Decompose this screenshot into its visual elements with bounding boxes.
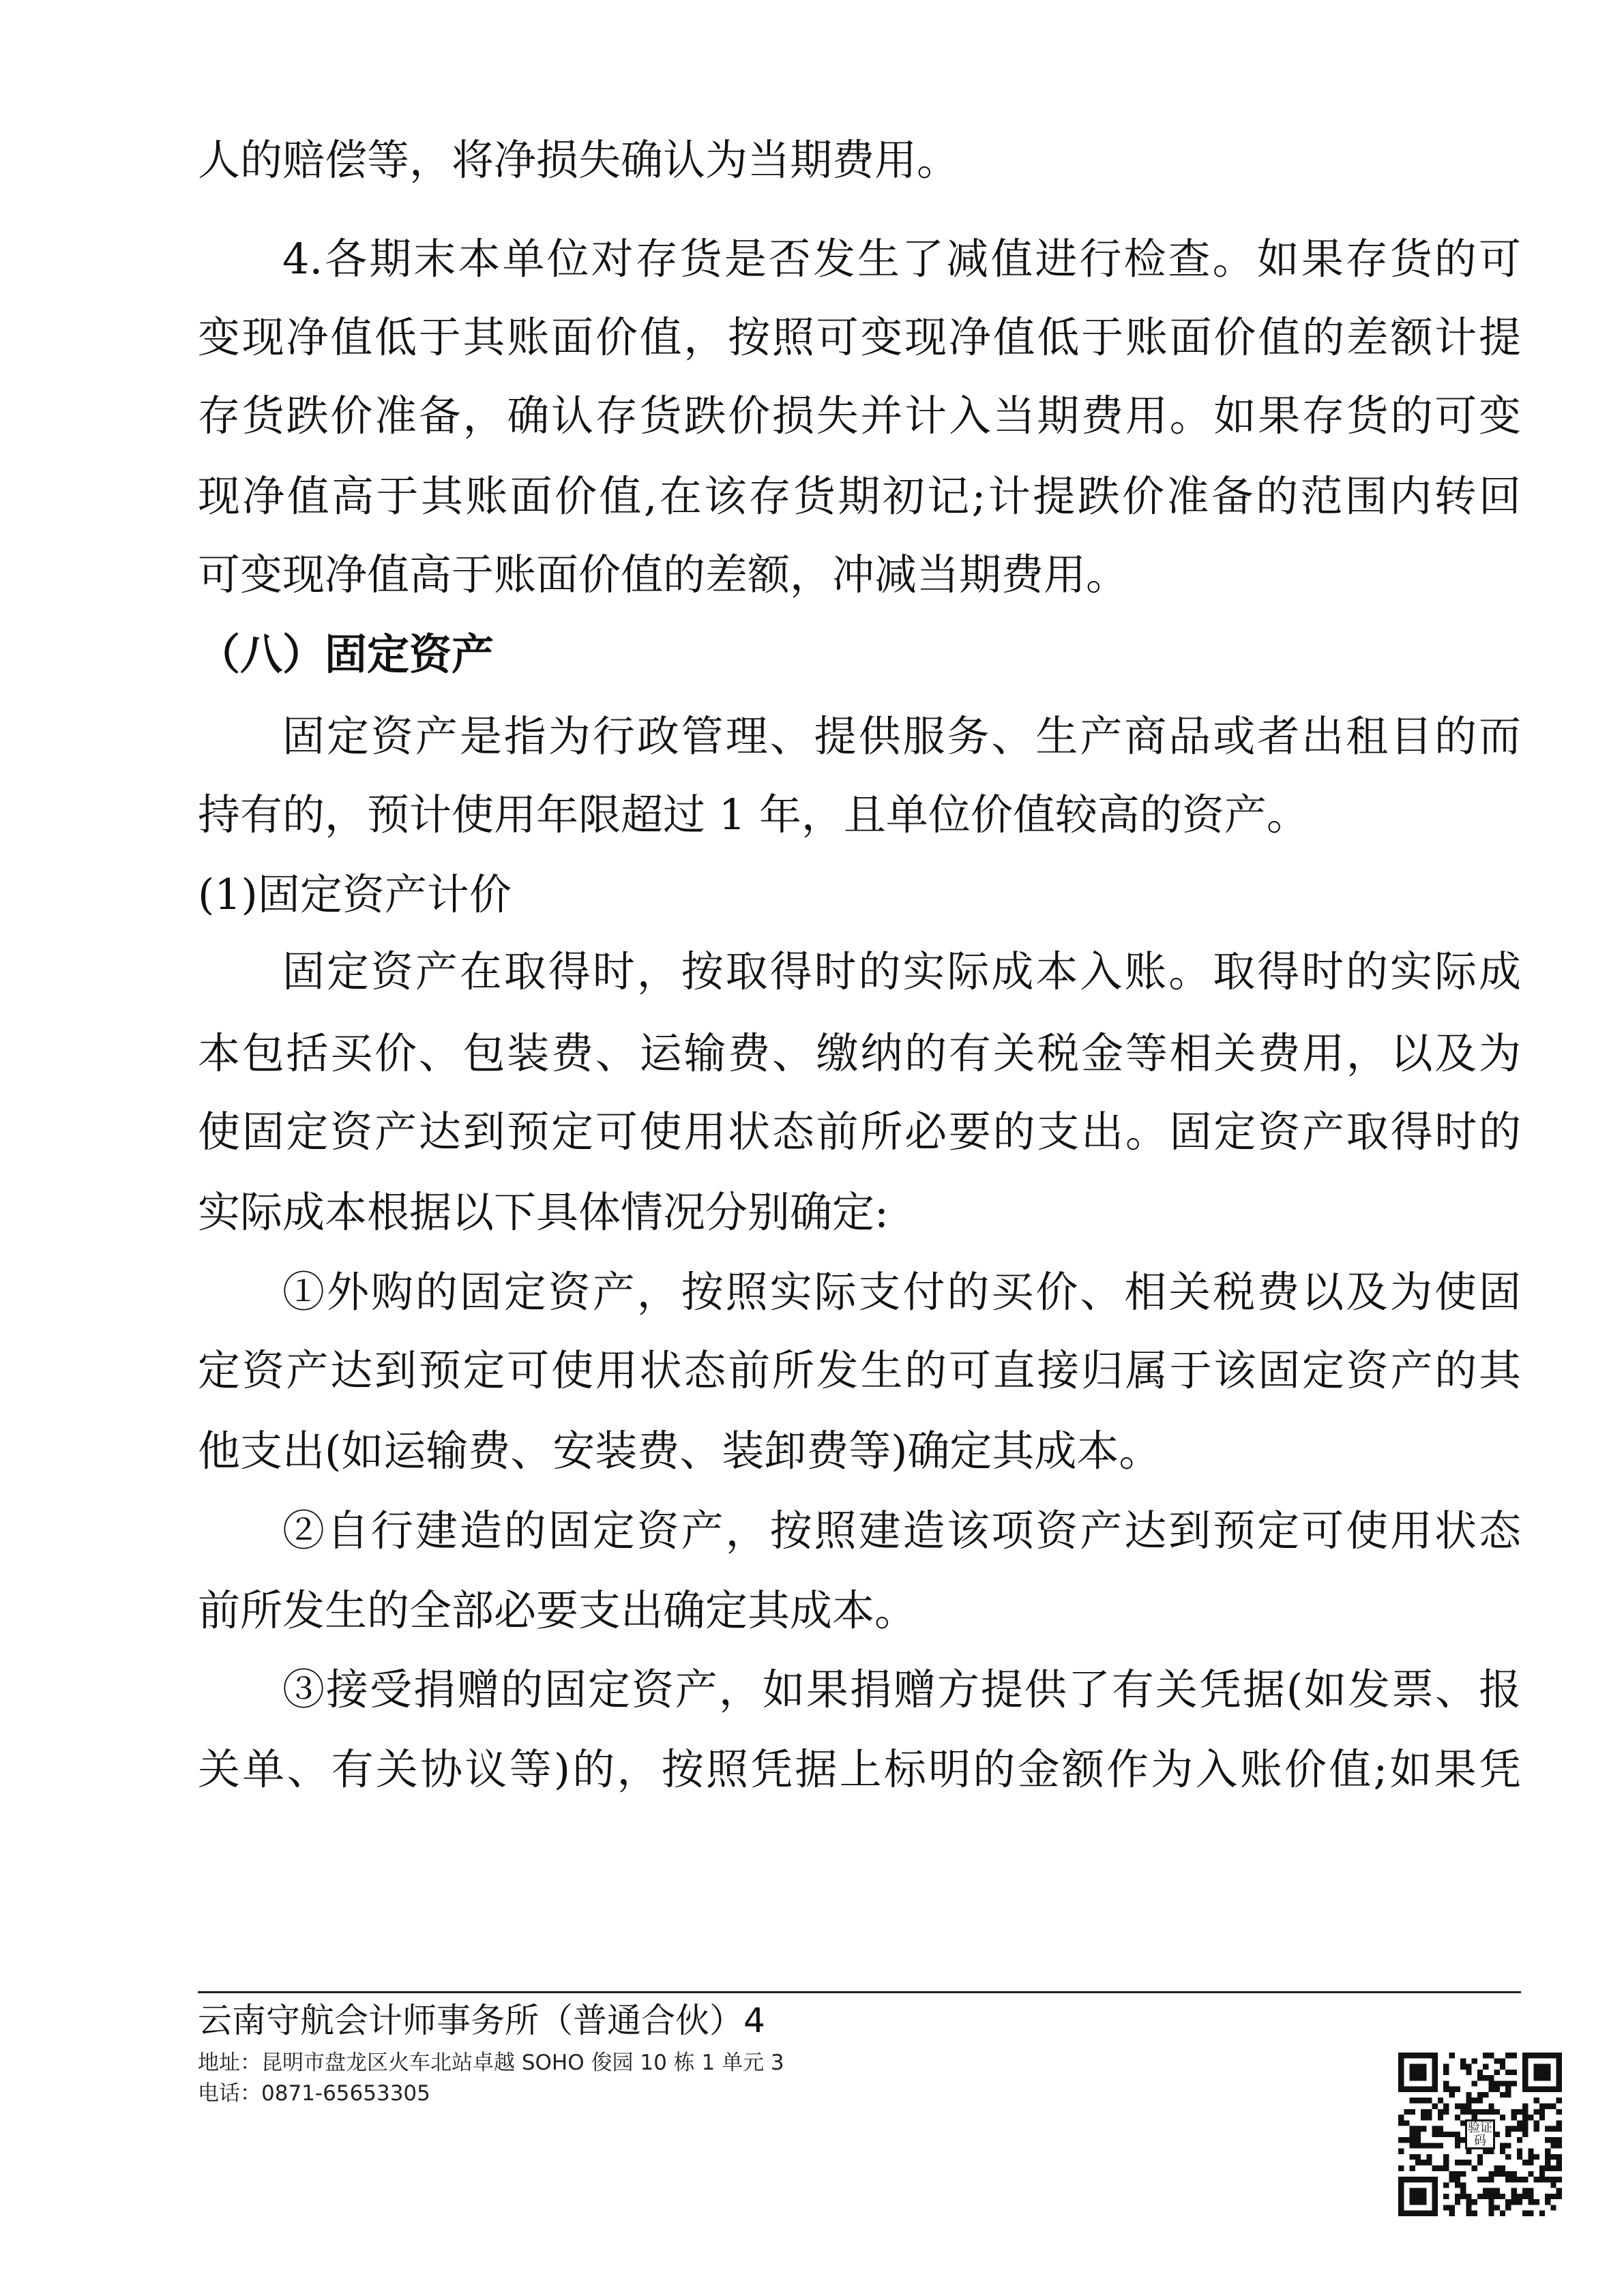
text-line: 固定资产在取得时，按取得时的实际成本入账。取得时的实际成 xyxy=(282,946,1521,996)
text-line: 前所发生的全部必要支出确定其成本。 xyxy=(198,1585,917,1635)
text-line: ②自行建造的固定资产，按照建造该项资产达到预定可使用状态 xyxy=(282,1506,1521,1555)
text-line: 人的赔偿等，将净损失确认为当期费用。 xyxy=(198,135,960,185)
footer-address: 地址：昆明市盘龙区火车北站卓越 SOHO 俊园 10 栋 1 单元 3 xyxy=(198,2051,784,2075)
text-line: 固定资产是指为行政管理、提供服务、生产商品或者出租目的而 xyxy=(282,711,1521,761)
text-line: 持有的，预计使用年限超过 1 年，且单位价值较高的资产。 xyxy=(198,790,1309,839)
footer-phone: 电话：0871-65653305 xyxy=(198,2081,430,2106)
text-line: 实际成本根据以下具体情况分别确定: xyxy=(198,1187,889,1237)
text-line: 关单、有关协议等)的，按照凭据上标明的金额作为入账价值;如果凭 xyxy=(198,1744,1521,1794)
text-line: 可变现净值高于账面价值的差额，冲减当期费用。 xyxy=(198,550,1129,599)
text-line: ①外购的固定资产，按照实际支付的买价、相关税费以及为使固 xyxy=(282,1267,1521,1317)
text-line: 4.各期末本单位对存货是否发生了减值进行检查。如果存货的可 xyxy=(282,234,1521,284)
footer-divider xyxy=(198,1991,1521,1993)
text-line: (1)固定资产计价 xyxy=(198,869,512,919)
text-line: 本包括买价、包装费、运输费、缴纳的有关税金等相关费用，以及为 xyxy=(198,1028,1521,1078)
text-line: 存货跌价准备，确认存货跌价损失并计入当期费用。如果存货的可变 xyxy=(198,391,1521,441)
section-heading: （八）固定资产 xyxy=(198,629,494,679)
text-line: ③接受捐赠的固定资产，如果捐赠方提供了有关凭据(如发票、报 xyxy=(282,1665,1521,1714)
text-line: 现净值高于其账面价值,在该存货期初记;计提跌价准备的范围内转回 xyxy=(198,471,1521,521)
text-line: 定资产达到预定可使用状态前所发生的可直接归属于该固定资产的其 xyxy=(198,1345,1521,1395)
text-line: 使固定资产达到预定可使用状态前所必要的支出。固定资产取得时的 xyxy=(198,1107,1521,1157)
text-line: 变现净值低于其账面价值，按照可变现净值低于账面价值的差额计提 xyxy=(198,312,1521,362)
footer-firm-name: 云南守航会计师事务所（普通合伙）4 xyxy=(198,2001,765,2040)
text-line: 他支出(如运输费、安装费、装卸费等)确定其成本。 xyxy=(198,1426,1162,1476)
qr-verify-badge: 验证码 xyxy=(1465,2119,1495,2149)
